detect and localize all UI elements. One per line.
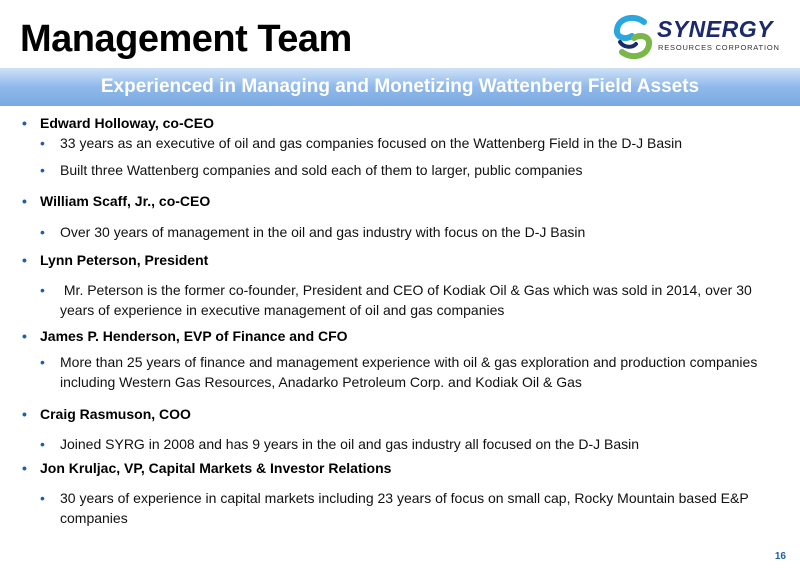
member-heading-holloway: • Edward Holloway, co-CEO [40,113,214,133]
member-point: • Built three Wattenberg companies and sold each of them to larger, public companies [60,160,780,180]
member-heading-rasmuson: • Craig Rasmuson, COO [40,404,191,424]
member-point: • 30 years of experience in capital markets including 23 years of focus on small cap, Rocky Mountain based E&P companies [60,488,780,528]
member-heading-henderson: • James P. Henderson, EVP of Finance and CFO [40,326,348,346]
member-heading-kruljac: • Jon Kruljac, VP, Capital Markets & Investor Relations [40,458,391,478]
member-point: • 33 years as an executive of oil and gas companies focused on the Wattenberg Field in the D-J Basin [60,133,780,153]
member-heading-peterson: • Lynn Peterson, President [40,250,208,270]
company-logo [612,14,788,64]
synergy-swirl-icon [612,14,654,60]
logo-tagline: RESOURCES CORPORATION [658,43,780,52]
subtitle-banner [0,68,800,106]
member-point: • More than 25 years of finance and management experience with oil & gas exploration and production companies including Western Gas Resources, Anadarko Petroleum Corp. and Kodiak Oil & Gas [60,352,780,392]
logo-wordmark: SYNERGY [657,16,773,42]
member-point: • Over 30 years of management in the oil and gas industry with focus on the D-J Basin [60,222,780,242]
member-point: • Joined SYRG in 2008 and has 9 years in the oil and gas industry all focused on the D-J Basin [60,434,780,454]
page-number: 16 [774,551,786,562]
subtitle: Experienced in Managing and Monetizing Wattenberg Field Assets [100,76,700,97]
member-heading-scaff: • William Scaff, Jr., co-CEO [40,191,210,211]
page-title: Management Team [20,18,352,60]
member-point: • Mr. Peterson is the former co-founder, President and CEO of Kodiak Oil & Gas which was sold in 2014, over 30 years of experience in executive management of oil and gas companies [60,280,780,320]
